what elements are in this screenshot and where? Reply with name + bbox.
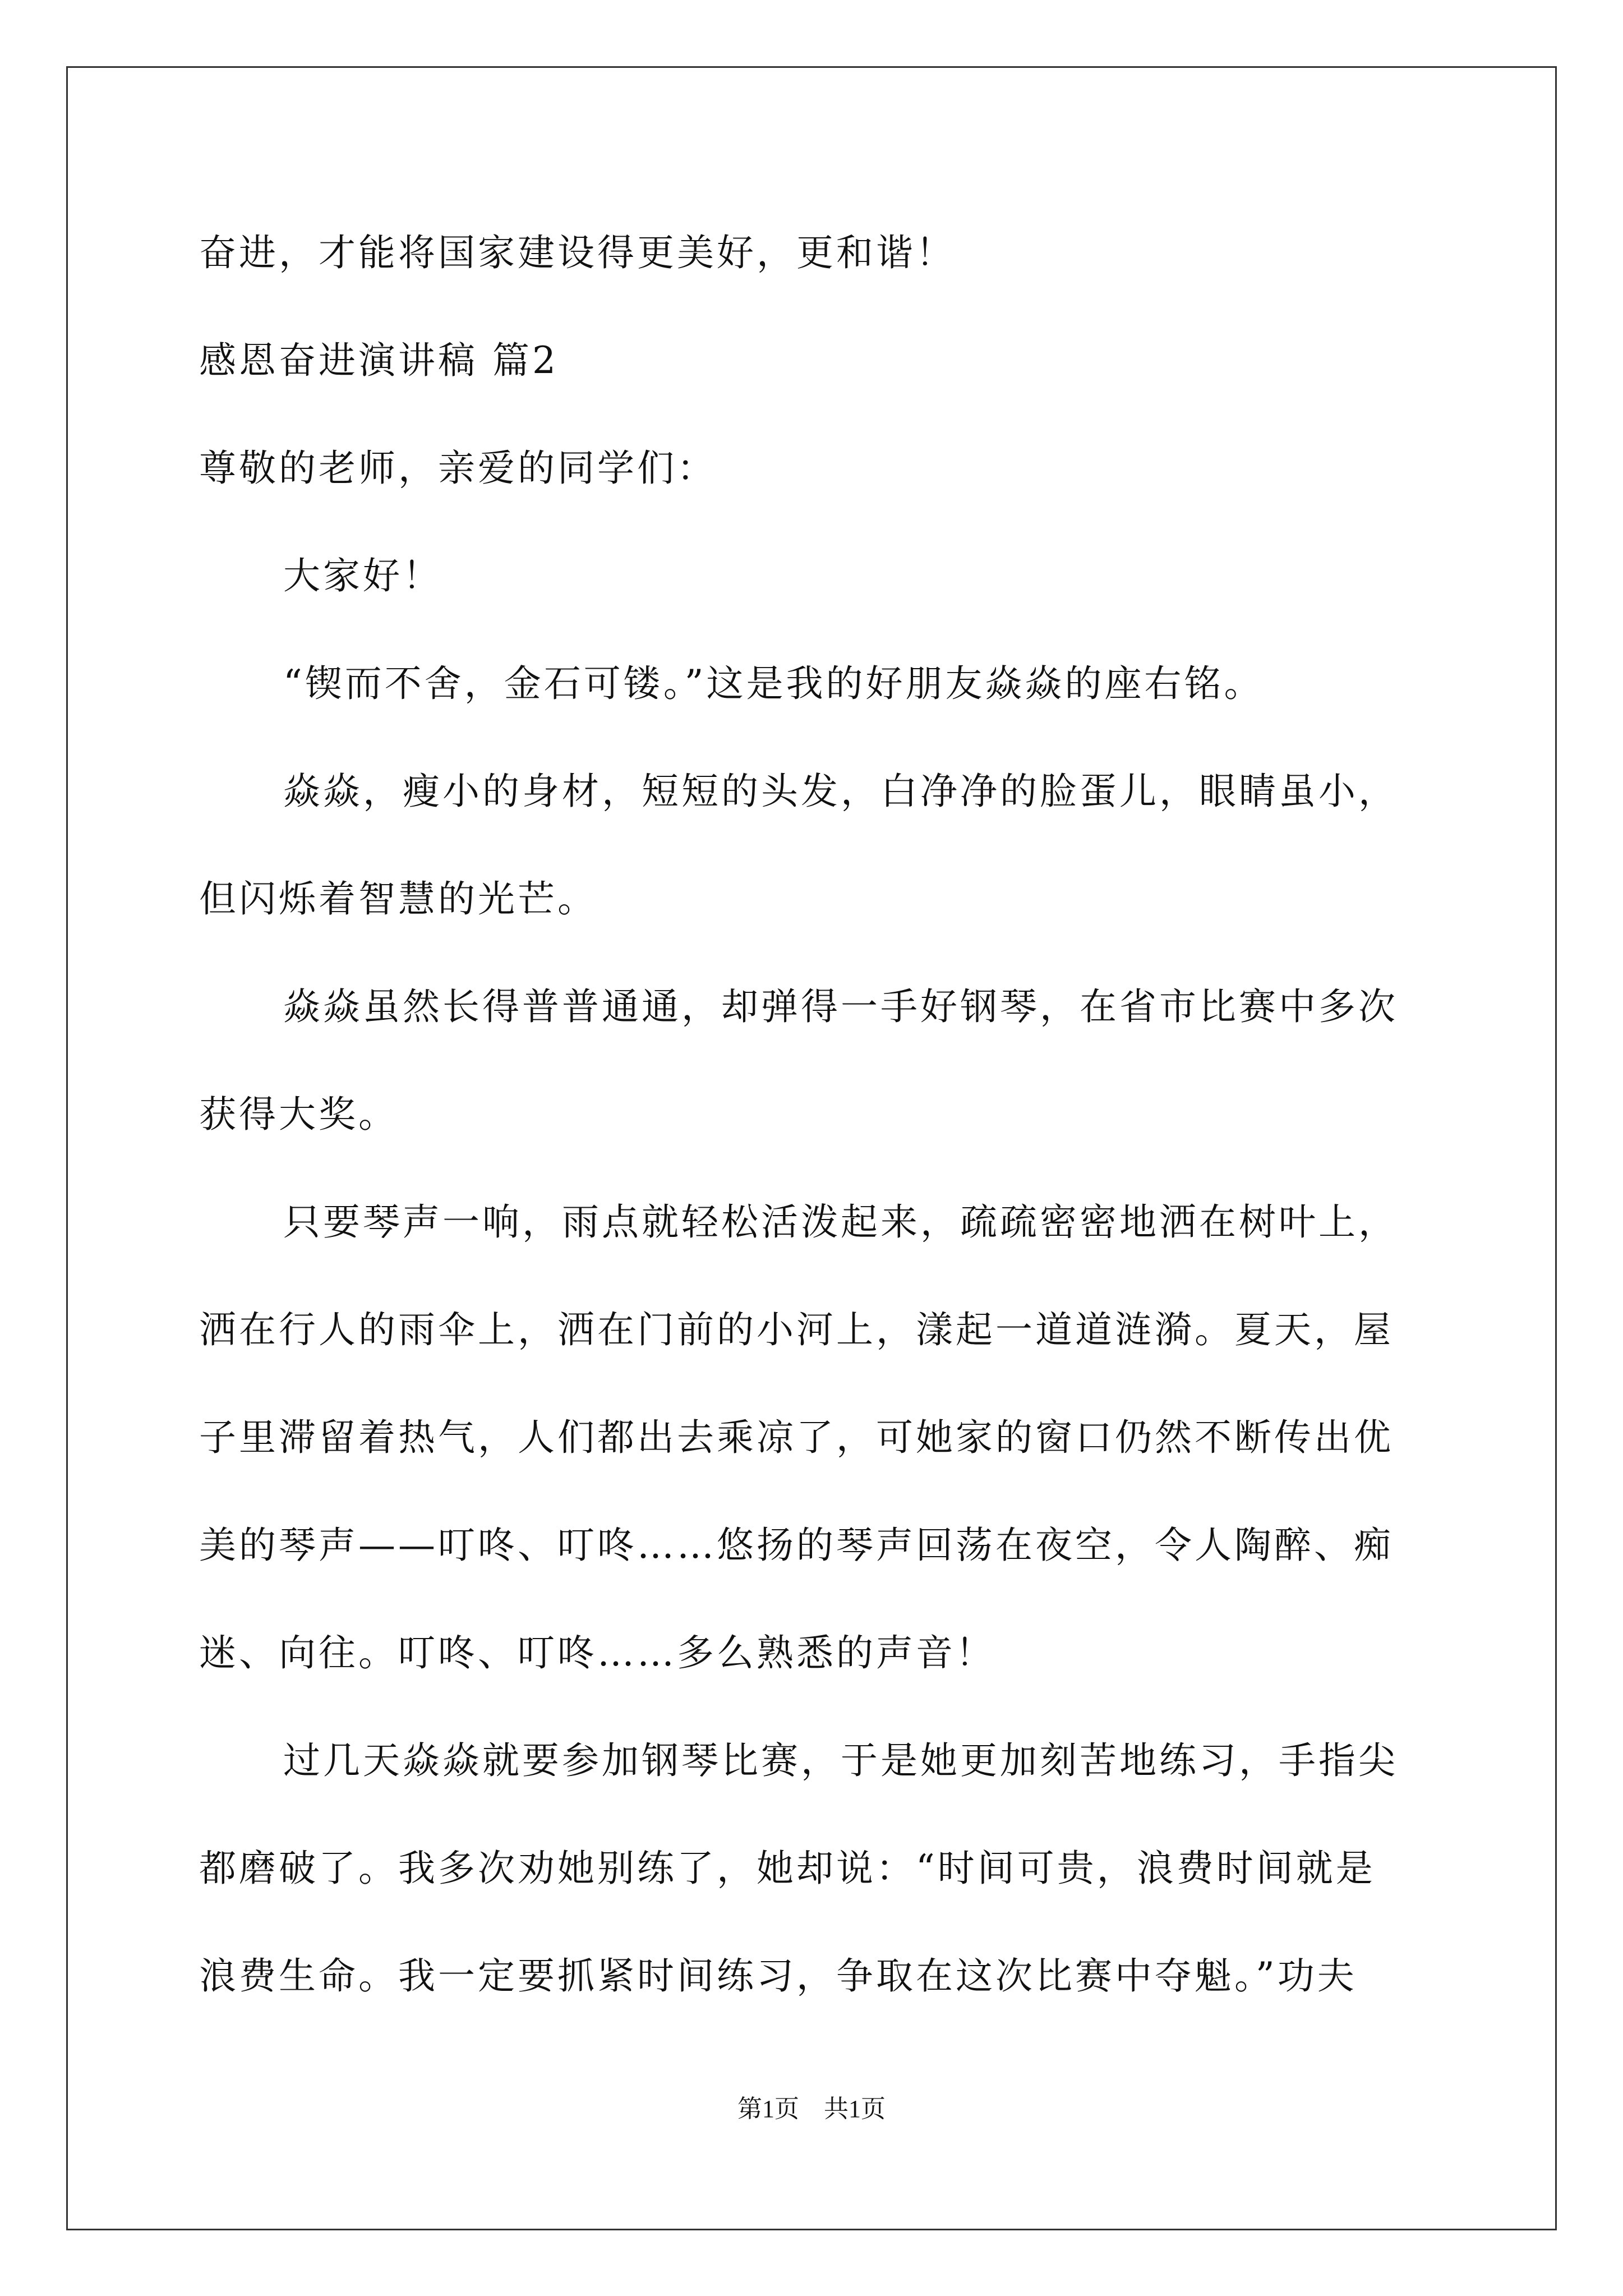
paragraph-line: 奋进，才能将国家建设得更美好，更和谐！ <box>199 231 956 274</box>
paragraph-line: 获得大奖。 <box>199 1093 398 1136</box>
page-border <box>66 66 1557 2230</box>
page-number-footer: 第1页 共1页 <box>737 2095 886 2123</box>
paragraph-line: 迷、向往。叮咚、叮咚……多么熟悉的声音！ <box>199 1631 995 1674</box>
paragraph-line: “锲而不舍，金石可镂。”这是我的好朋友焱焱的座右铭。 <box>283 662 1264 705</box>
paragraph-line: 焱焱，瘦小的身材，短短的头发，白净净的脸蛋儿，眼睛虽小， <box>283 770 1398 813</box>
paragraph-line: 焱焱虽然长得普普通通，却弹得一手好钢琴，在省市比赛中多次 <box>283 985 1398 1028</box>
greeting: 大家好！ <box>283 554 442 597</box>
paragraph-line: 子里滞留着热气，人们都出去乘凉了，可她家的窗口仍然不断传出优 <box>199 1416 1394 1459</box>
paragraph-line: 但闪烁着智慧的光芒。 <box>199 877 597 921</box>
paragraph-line: 都磨破了。我多次劝她别练了，她却说：“时间可贵，浪费时间就是 <box>199 1847 1376 1890</box>
section-heading: 感恩奋进演讲稿 篇2 <box>199 339 559 382</box>
paragraph-line: 浪费生命。我一定要抓紧时间练习，争取在这次比赛中夺魁。”功夫 <box>199 1954 1357 1998</box>
paragraph-line: 美的琴声——叮咚、叮咚……悠扬的琴声回荡在夜空，令人陶醉、痴 <box>199 1524 1394 1567</box>
paragraph-line: 过几天焱焱就要参加钢琴比赛，于是她更加刻苦地练习，手指尖 <box>283 1739 1398 1782</box>
paragraph-line: 洒在行人的雨伞上，洒在门前的小河上，漾起一道道涟漪。夏天，屋 <box>199 1308 1394 1351</box>
paragraph-line: 只要琴声一响，雨点就轻松活泼起来，疏疏密密地洒在树叶上， <box>283 1200 1398 1244</box>
salutation: 尊敬的老师，亲爱的同学们： <box>199 447 717 490</box>
